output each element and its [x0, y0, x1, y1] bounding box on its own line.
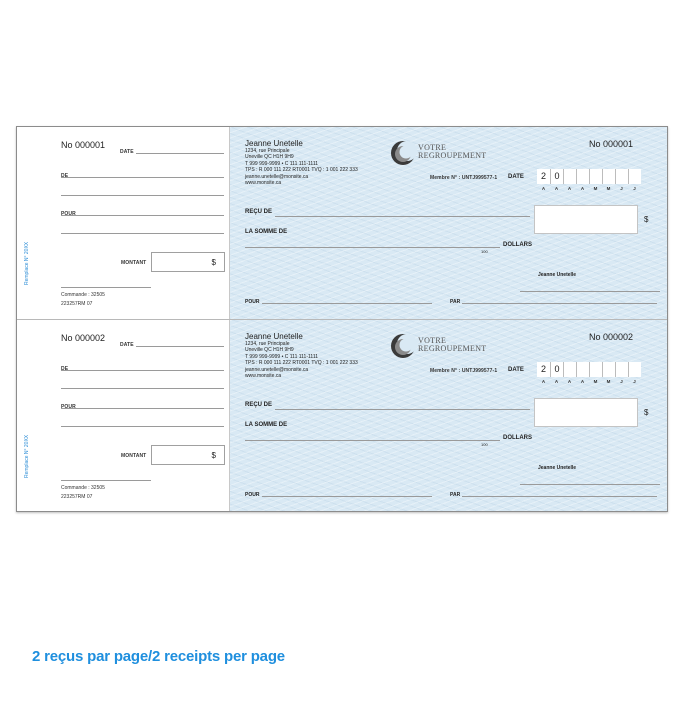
receipt-stub [17, 127, 230, 319]
company-email: jeanne.unetelle@monsite.ca [245, 173, 309, 180]
dollars-label: DOLLARS [503, 242, 532, 248]
stub-number: No 000002 [61, 333, 106, 343]
somme-label: LA SOMME DE [245, 422, 288, 428]
company-email: jeanne.unetelle@monsite.ca [245, 366, 309, 373]
date-format-letters [537, 379, 641, 384]
date-cell [589, 362, 602, 377]
date-letter: A [541, 186, 546, 191]
regroupement-logo [390, 139, 490, 169]
date-cell: 0 [550, 169, 563, 184]
date-cell [563, 169, 576, 184]
logo-text [418, 337, 487, 353]
somme-line[interactable] [245, 440, 500, 441]
stub-date-label: DATE [120, 149, 134, 155]
stub-pour-label: POUR [61, 211, 76, 217]
recu-de-label: REÇU DE [245, 402, 273, 408]
cheque-dollar-sign: $ [644, 408, 649, 417]
date-letter: A [567, 379, 572, 384]
stub-date-label: DATE [120, 342, 134, 348]
company-tax: TPS : R 000 111 222 RT0001 TVQ : 1 001 222 333 [245, 360, 358, 367]
dollars-label: DOLLARS [503, 435, 532, 441]
stub-de-label: DE [61, 366, 69, 372]
par-label: PAR [450, 492, 461, 498]
date-letter: M [593, 379, 598, 384]
date-cell [563, 362, 576, 377]
cent-label: 100 [481, 442, 488, 447]
cheque-date-label: DATE [508, 174, 524, 180]
date-cell [589, 169, 602, 184]
date-cell [628, 169, 641, 184]
logo-line-1: VOTRE [418, 336, 447, 345]
company-web: www.monsite.ca [245, 373, 282, 380]
logo-line-2: REGROUPEMENT [418, 344, 487, 353]
signature-line[interactable] [520, 484, 660, 485]
cheque-number: No 000002 [589, 332, 634, 342]
signature-line[interactable] [520, 291, 660, 292]
stub-montant-label: MONTANT [121, 260, 147, 266]
stub-bottom-line [61, 287, 151, 288]
stub-side-text: Remplace N° 20XX [24, 434, 30, 478]
stub-pour-label: POUR [61, 404, 76, 410]
crescent-logo-icon [390, 332, 418, 360]
cheque-dollar-sign: $ [644, 215, 649, 224]
membre-label: Membre N° : UNTJ999577-1 [430, 175, 498, 181]
date-letter: A [554, 186, 559, 191]
cent-label: 100 [481, 249, 488, 254]
regroupement-logo [390, 332, 490, 362]
stub-de-line-2[interactable] [61, 195, 224, 196]
date-cell [602, 362, 615, 377]
par-line[interactable] [462, 303, 657, 304]
stub-de-line-2[interactable] [61, 388, 224, 389]
pour-label: POUR [245, 492, 260, 498]
company-tax: TPS : R 000 111 222 RT0001 TVQ : 1 001 222 333 [245, 167, 358, 174]
stub-bottom-line [61, 480, 151, 481]
company-address: 1234, rue Principale [245, 148, 290, 154]
receipt-sheet [16, 126, 668, 512]
stub-pour-line[interactable] [61, 215, 224, 216]
company-phone: T 999 999-9999 • C 111 111-1111 [245, 160, 319, 167]
company-address: 1234, rue Principale [245, 341, 290, 347]
date-letter: A [580, 379, 585, 384]
dollar-sign: $ [211, 258, 216, 267]
signature-name: Jeanne Unetelle [538, 272, 577, 278]
stub-date-line[interactable] [136, 153, 224, 154]
stub-de-line[interactable] [61, 177, 224, 178]
stub-date-line[interactable] [136, 346, 224, 347]
stub-order-number: Commande : 32505 [61, 292, 105, 298]
product-caption: 2 reçus par page/2 receipts per page [32, 648, 285, 665]
date-cell: 2 [537, 362, 550, 377]
par-label: PAR [450, 299, 461, 305]
date-format-letters [537, 186, 641, 191]
company-block [245, 139, 358, 186]
receipt-row [17, 127, 667, 319]
date-letter: J [620, 186, 623, 191]
signature-name: Jeanne Unetelle [538, 465, 577, 471]
stub-order-number: Commande : 32505 [61, 485, 105, 491]
receipt-stub [17, 320, 230, 511]
stub-pour-line-2[interactable] [61, 426, 224, 427]
date-letter: M [606, 379, 611, 384]
recu-de-line[interactable] [275, 409, 530, 410]
date-cell [615, 169, 628, 184]
date-letter: J [620, 379, 623, 384]
date-cell [602, 169, 615, 184]
stub-number: No 000001 [61, 140, 106, 150]
stub-de-line[interactable] [61, 370, 224, 371]
logo-text [418, 144, 487, 160]
logo-line-1: VOTRE [418, 143, 447, 152]
date-letter: A [554, 379, 559, 384]
company-name: Jeanne Unetelle [245, 139, 303, 148]
pour-label: POUR [245, 299, 260, 305]
stub-de-label: DE [61, 173, 69, 179]
company-name: Jeanne Unetelle [245, 332, 303, 341]
company-phone: T 999 999-9999 • C 111 111-1111 [245, 353, 319, 360]
receipt-cheque [230, 320, 667, 511]
cheque-number: No 000001 [589, 139, 634, 149]
date-cell [615, 362, 628, 377]
dollar-sign: $ [211, 451, 216, 460]
membre-label: Membre N° : UNTJ999577-1 [430, 368, 498, 374]
stub-form-code: 223257RM 07 [61, 301, 93, 307]
date-letter: M [606, 186, 611, 191]
date-cell: 0 [550, 362, 563, 377]
pour-line[interactable] [262, 303, 432, 304]
date-cell [628, 362, 641, 377]
date-letter: M [593, 186, 598, 191]
date-letter: J [633, 186, 636, 191]
stub-amount-field[interactable] [151, 252, 225, 272]
cheque-amount-field[interactable] [534, 398, 638, 427]
stub-form-code: 223257RM 07 [61, 494, 93, 500]
stub-montant-label: MONTANT [121, 453, 147, 459]
logo-line-2: REGROUPEMENT [418, 151, 487, 160]
stub-amount-field[interactable] [151, 445, 225, 465]
date-letter: A [580, 186, 585, 191]
pour-line[interactable] [262, 496, 432, 497]
crescent-logo-icon [390, 139, 418, 167]
company-web: www.monsite.ca [245, 180, 282, 187]
stub-pour-line[interactable] [61, 408, 224, 409]
par-line[interactable] [462, 496, 657, 497]
company-city: Uneville QC H1H 9H9 [245, 154, 294, 161]
cheque-amount-field[interactable] [534, 205, 638, 234]
company-city: Uneville QC H1H 9H9 [245, 347, 294, 354]
somme-line[interactable] [245, 247, 500, 248]
date-field[interactable] [537, 169, 641, 184]
company-block [245, 332, 358, 379]
stub-side-text: Remplace N° 20XX [24, 241, 30, 285]
recu-de-label: REÇU DE [245, 209, 273, 215]
somme-label: LA SOMME DE [245, 229, 288, 235]
cheque-date-label: DATE [508, 367, 524, 373]
date-field[interactable] [537, 362, 641, 377]
date-letter: J [633, 379, 636, 384]
receipt-row [17, 319, 667, 511]
date-cell [576, 169, 589, 184]
stub-pour-line-2[interactable] [61, 233, 224, 234]
date-cell [576, 362, 589, 377]
recu-de-line[interactable] [275, 216, 530, 217]
date-letter: A [541, 379, 546, 384]
date-letter: A [567, 186, 572, 191]
receipt-cheque [230, 127, 667, 319]
date-cell: 2 [537, 169, 550, 184]
